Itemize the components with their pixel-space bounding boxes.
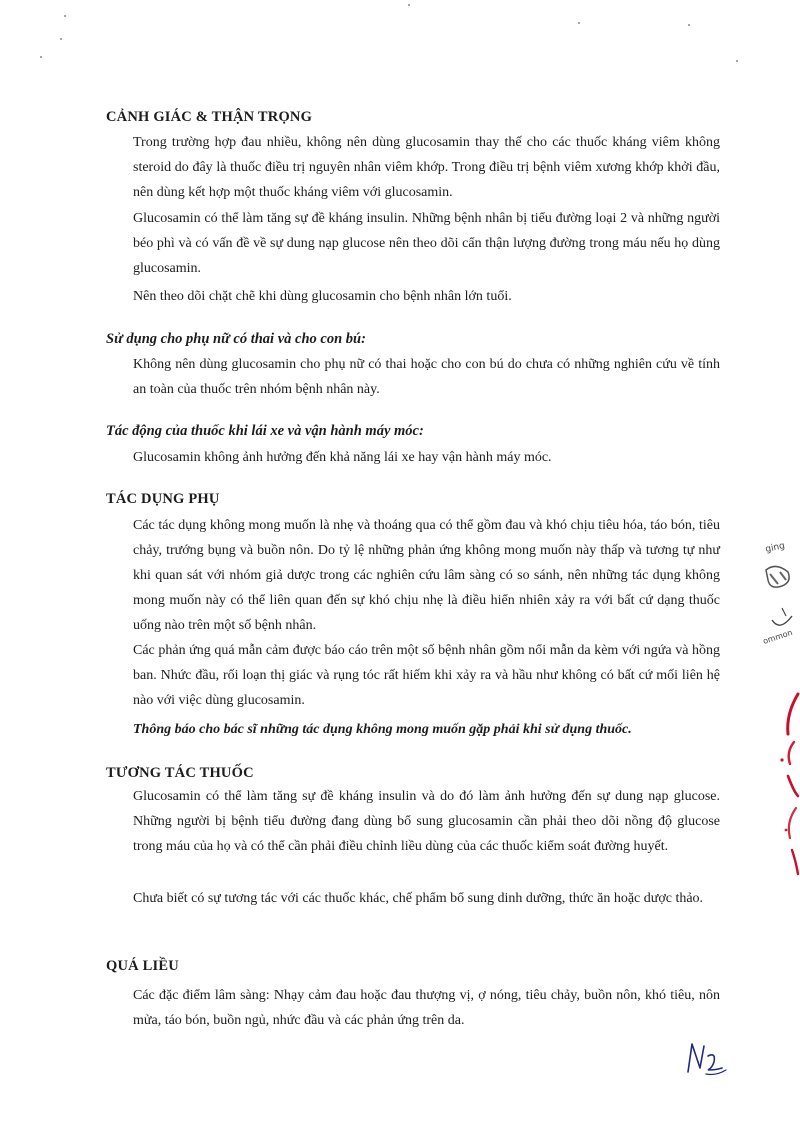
red-stamp-fragment [768, 690, 800, 880]
paragraph-interactions-insulin: Glucosamin có thể làm tăng sự đề kháng insulin và do đó làm ảnh hưởng đến sự dung nạp glucose. Những người bị bệnh tiểu đường đang dùng bổ sung glucosamin cần phải theo dõi nồng độ glucose trong máu của họ và có thể cần phải điều chỉnh liều dùng của các thuốc kiểm soát đường huyết. [133, 789, 720, 854]
paragraph-side-effects-hypersensitivity: Các phản ứng quá mẫn cảm được báo cáo trên một số bệnh nhân gồm nổi mẫn da kèm với ngứa và hồng ban. Nhức đầu, rối loạn thị giác và rụng tóc rất hiếm khi xảy ra và hầu như không có bất cứ mối liên hệ nào với việc dùng glucosamin. [133, 643, 720, 708]
paragraph-pregnancy: Không nên dùng glucosamin cho phụ nữ có thai hoặc cho con bú do chưa có những nghiên cứu về tính an toàn của thuốc trên nhóm bệnh nhân này. [133, 357, 720, 397]
section-heading-precautions: CẢNH GIÁC & THẬN TRỌNG [106, 109, 313, 125]
section-heading-driving: Tác động của thuốc khi lái xe và vận hành máy móc: [106, 423, 424, 439]
paragraph-overdose: Các đặc điểm lâm sàng: Nhạy cảm đau hoặc đau thượng vị, ợ nóng, tiêu chảy, buồn nôn, khó tiêu, nôn mửa, táo bón, buồn ngủ, nhức đầu và các phản ứng trên da. [133, 988, 720, 1028]
section-heading-interactions: TƯƠNG TÁC THUỐC [106, 765, 254, 781]
edge-stamp-text-top: ging [764, 541, 786, 555]
section-heading-pregnancy: Sử dụng cho phụ nữ có thai và cho con bú: [106, 331, 366, 347]
scan-speck [736, 60, 738, 62]
scan-speck [64, 15, 66, 17]
paragraph-side-effects-common: Các tác dụng không mong muốn là nhẹ và thoáng qua có thể gồm đau và khó chịu tiêu hóa, táo bón, tiêu chảy, trướng bụng và buồn nôn. Do tỷ lệ những phản ứng không mong muốn này thấp và tương tự như khi quan sát với nhóm giả dược trong các nghiên cứu lâm sàng có so sánh, nên những tác dụng không mong muốn này có thể liên quan đến sự khó chịu nhẹ là điều hiển nhiên xảy ra với bất cứ dạng thuốc uống nào trên một số bệnh nhân. [133, 518, 720, 633]
section-heading-overdose: QUÁ LIỀU [106, 958, 179, 974]
paragraph-precautions-insulin: Glucosamin có thể làm tăng sự đề kháng insulin. Những bệnh nhân bị tiểu đường loại 2 và những người béo phì và có vấn đề về sự dung nạp glucose nên theo dõi cẩn thận lượng đường trong máu nếu họ dùng glucosamin. [133, 211, 720, 276]
paragraph-interactions-unknown: Chưa biết có sự tương tác với các thuốc khác, chế phẩm bổ sung dinh dưỡng, thức ăn hoặc dược thảo. [133, 891, 704, 906]
paragraph-driving: Glucosamin không ảnh hưởng đến khả năng lái xe hay vận hành máy móc. [133, 450, 552, 465]
edge-stamp-text-bottom: ommon [761, 627, 794, 646]
scan-speck [408, 4, 410, 6]
paragraph-side-effects-notice: Thông báo cho bác sĩ những tác dụng không mong muốn gặp phải khi sử dụng thuốc. [133, 722, 632, 737]
svg-text:ging [765, 541, 786, 555]
svg-text:ommon [762, 628, 794, 646]
scan-speck [578, 22, 580, 24]
scan-speck [60, 38, 62, 40]
paragraph-precautions-elderly: Nên theo dõi chặt chẽ khi dùng glucosamin cho bệnh nhân lớn tuổi. [133, 289, 512, 304]
scan-speck [40, 56, 42, 58]
scan-speck [688, 24, 690, 26]
edge-stamp-graphic [760, 528, 800, 658]
handwritten-initials [682, 1038, 732, 1082]
section-heading-side-effects: TÁC DỤNG PHỤ [106, 491, 220, 507]
paragraph-precautions-nsaid: Trong trường hợp đau nhiều, không nên dùng glucosamin thay thế cho các thuốc kháng viêm không steroid do đây là thuốc điều trị nguyên nhân viêm khớp. Trong điều trị bệnh viêm xương khớp khởi đầu, nên dùng kết hợp một thuốc kháng viêm với glucosamin. [133, 135, 720, 200]
